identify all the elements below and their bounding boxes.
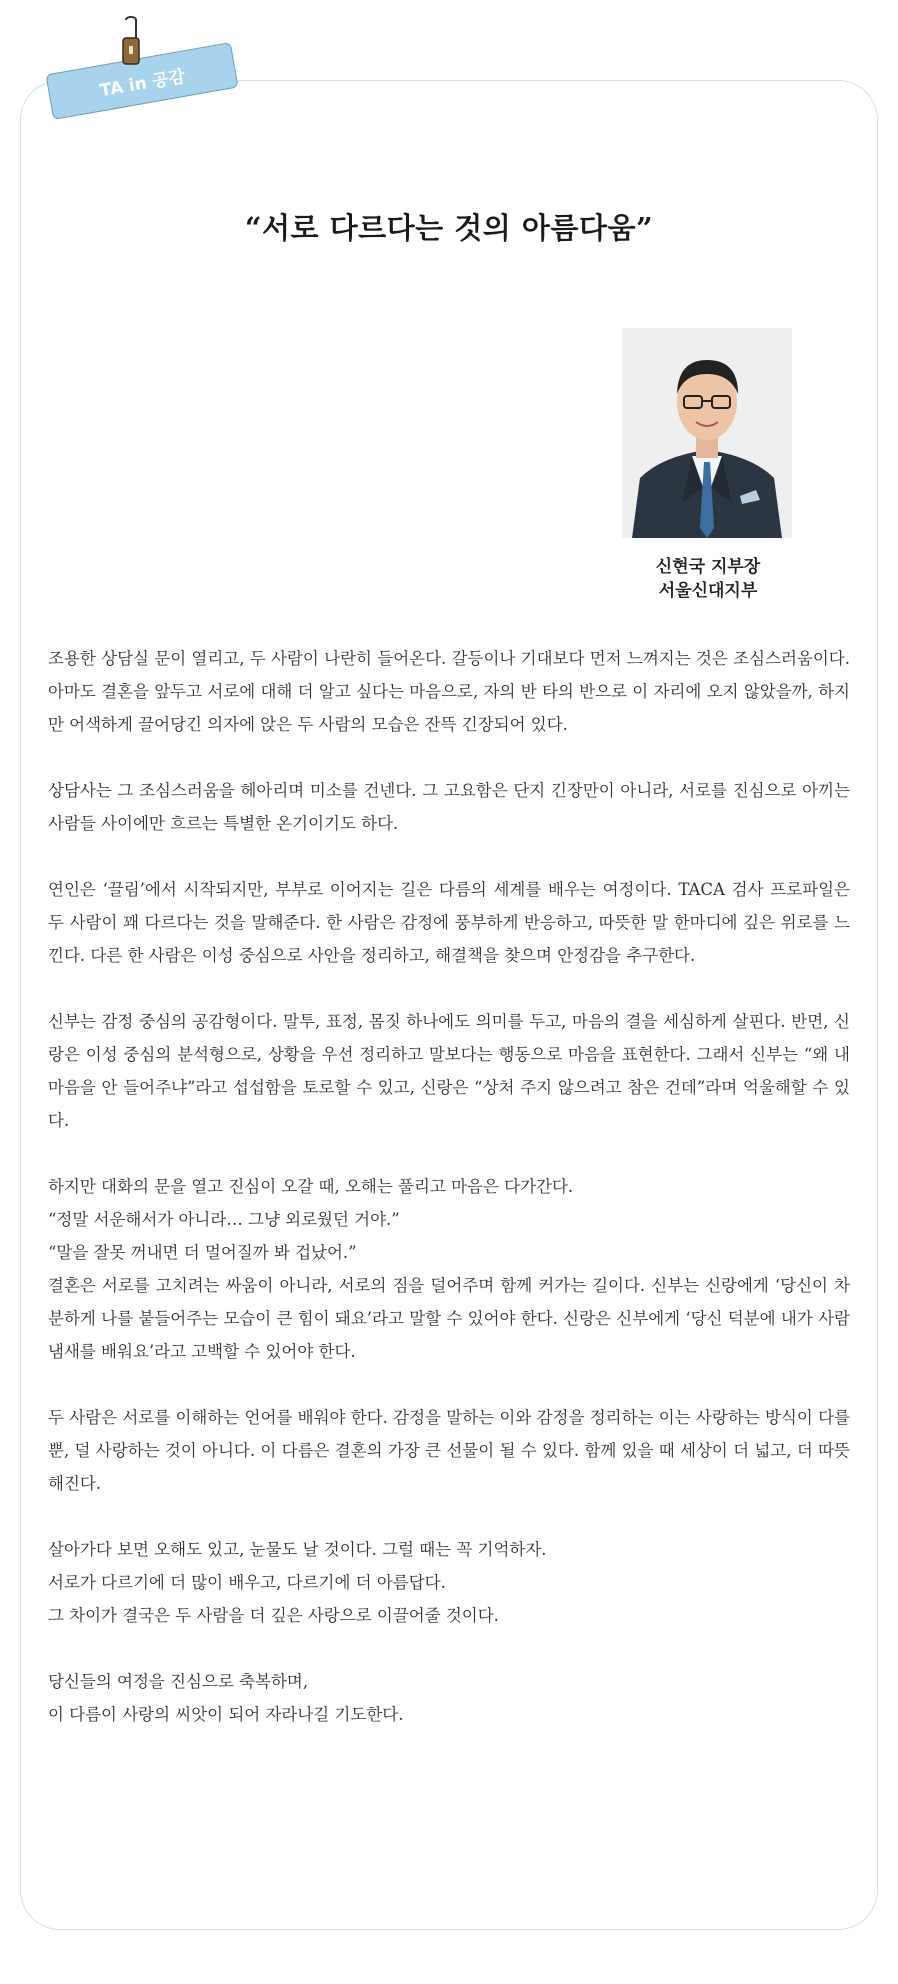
paragraph-1: 조용한 상담실 문이 열리고, 두 사람이 나란히 들어온다. 갈등이나 기대보다 먼저 느껴지는 것은 조심스러움이다. 아마도 결혼을 앞두고 서로에 대해 더 알고 싶다는 마음으로, 자의 반 타의 반으로 이 자리에 오지 않았을까, 하지만 어색하게 끌어당긴 의자에 앉은 두 사람의 모습은 잔뜩 긴장되어 있다. xyxy=(48,649,850,734)
author-name: 신현국 지부장 xyxy=(655,557,761,577)
dialogue-line: “정말 서운해서가 아니라… 그냥 외로웠던 거야.” xyxy=(48,1210,400,1229)
article-body xyxy=(48,642,850,1764)
dialogue-paragraph xyxy=(48,1170,850,1368)
closing-paragraph-2 xyxy=(48,1665,850,1731)
dialogue-line: 결혼은 서로를 고치려는 싸움이 아니라, 서로의 짐을 덜어주며 함께 커가는 길이다. 신부는 신랑에게 ‘당신이 차분하게 나를 붙들어주는 모습이 큰 힘이 돼요’라고 말할 수 있어야 한다. 신랑은 신부에게 ‘당신 덕분에 내가 사람 냄새를 배워요’라고 고백할 수 있어야 한다. xyxy=(48,1276,850,1361)
paragraph-4: 신부는 감정 중심의 공감형이다. 말투, 표정, 몸짓 하나에도 의미를 두고, 마음의 결을 세심하게 살핀다. 반면, 신랑은 이성 중심의 분석형으로, 상황을 우선 정리하고 말보다는 행동으로 마음을 표현한다. 그래서 신부는 “왜 내 마음을 안 들어주냐”라고 섭섭함을 토로할 수 있고, 신랑은 “상처 주지 않으려고 참은 건데”라며 억울해할 수 있다. xyxy=(48,1012,850,1130)
dialogue-line: 하지만 대화의 문을 열고 진심이 오갈 때, 오해는 풀리고 마음은 다가간다. xyxy=(48,1177,574,1196)
closing-line: 서로가 다르기에 더 많이 배우고, 다르기에 더 아름답다. xyxy=(48,1573,446,1592)
closing-line: 당신들의 여정을 진심으로 축복하며, xyxy=(48,1672,309,1691)
author-credit xyxy=(588,555,828,603)
paragraph-3: 연인은 ‘끌림’에서 시작되지만, 부부로 이어지는 길은 다름의 세계를 배우는 여정이다. TACA 검사 프로파일은 두 사람이 꽤 다르다는 것을 말해준다. 한 사람은 감정에 풍부하게 반응하고, 따뜻한 말 한마디에 깊은 위로를 느낀다. 다른 한 사람은 이성 중심으로 사안을 정리하고, 해결책을 찾으며 안정감을 추구한다. xyxy=(48,880,850,965)
closing-line: 그 차이가 결국은 두 사람을 더 깊은 사랑으로 이끌어줄 것이다. xyxy=(48,1606,499,1625)
author-organization: 서울신대지부 xyxy=(658,581,758,601)
paragraph-after: 두 사람은 서로를 이해하는 언어를 배워야 한다. 감정을 말하는 이와 감정을 정리하는 이는 사랑하는 방식이 다를 뿐, 덜 사랑하는 것이 아니다. 이 다름은 결혼의 가장 큰 선물이 될 수 있다. 함께 있을 때 세상이 더 넓고, 더 따뜻해진다. xyxy=(48,1408,850,1493)
paragraph-2: 상담사는 그 조심스러움을 헤아리며 미소를 건넨다. 그 고요함은 단지 긴장만이 아니라, 서로를 진심으로 아끼는 사람들 사이에만 흐르는 특별한 온기이기도 하다. xyxy=(48,781,850,833)
author-photo xyxy=(622,328,792,538)
section-tag-label: TA in 공감 xyxy=(98,66,187,101)
closing-line: 이 다름이 사랑의 씨앗이 되어 자라나길 기도한다. xyxy=(48,1705,404,1724)
article-title: “서로 다르다는 것의 아름다움” xyxy=(244,211,654,245)
dialogue-line: “말을 잘못 꺼내면 더 멀어질까 봐 겁났어.” xyxy=(48,1243,357,1262)
closing-line: 살아가다 보면 오해도 있고, 눈물도 날 것이다. 그럴 때는 꼭 기억하자. xyxy=(48,1540,547,1559)
binder-clip-icon xyxy=(118,16,144,68)
closing-paragraph-1 xyxy=(48,1533,850,1632)
